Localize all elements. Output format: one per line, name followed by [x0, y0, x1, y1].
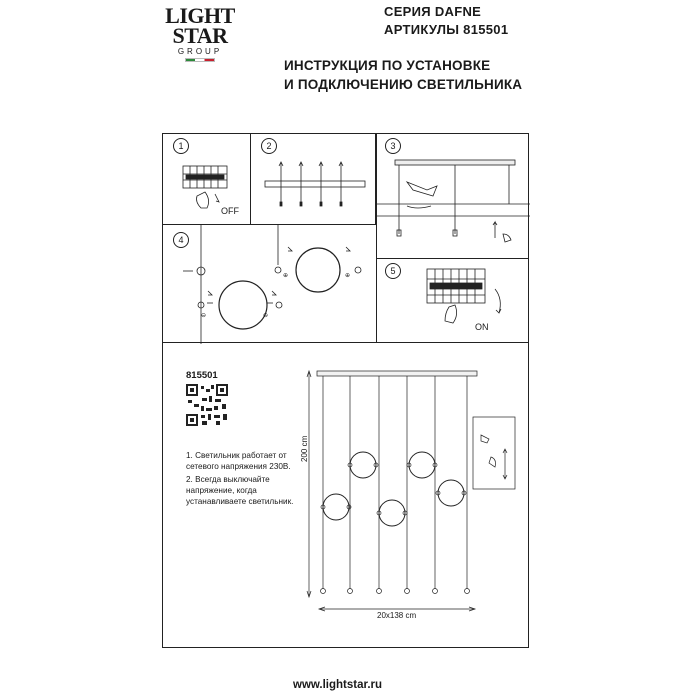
step-5-panel [376, 258, 529, 343]
series-name: СЕРИЯ DAFNE [384, 4, 482, 19]
height-dimension-label: 200 cm [300, 435, 309, 462]
breaker-on-icon [377, 259, 530, 344]
note-voltage: 1. Светильник работает от сетевого напряжения 230В. [186, 451, 291, 471]
wiring-drawing [377, 134, 530, 260]
step-2-number: 2 [261, 138, 277, 154]
step-3-number: 3 [385, 138, 401, 154]
instruction-title-line-2: И ПОДКЛЮЧЕНИЮ СВЕТИЛЬНИКА [284, 77, 523, 92]
on-label: ON [475, 322, 489, 332]
step-4-panel [162, 224, 377, 343]
step-4-number: 4 [173, 232, 189, 248]
step-1-number: 1 [173, 138, 189, 154]
svg-text:⊖: ⊖ [263, 313, 269, 319]
italian-flag-icon [185, 58, 215, 62]
svg-text:⊕: ⊕ [345, 273, 351, 279]
website-link[interactable]: www.lightstar.ru [293, 679, 383, 691]
chandelier-drawing [295, 365, 525, 620]
step-1-panel [162, 133, 251, 225]
qr-code-icon [186, 384, 228, 426]
product-article: 815501 [186, 370, 218, 381]
off-label: OFF [221, 206, 239, 216]
step-5-number: 5 [385, 263, 401, 279]
note-safety: 2. Всегда выключайте напряжение, когда устанавливаете светильник. [186, 475, 294, 506]
brand-logo [160, 3, 240, 62]
sphere-assembly-drawing [163, 225, 378, 344]
step-3-panel [376, 133, 529, 259]
logo-line-1: LIGHT [165, 3, 235, 28]
step-2-panel [250, 133, 376, 225]
logo-line-2: STAR [172, 23, 228, 48]
article-numbers: АРТИКУЛЫ 815501 [384, 22, 509, 37]
logo-line-3: GROUP [177, 47, 223, 56]
instruction-title-line-1: ИНСТРУКЦИЯ ПО УСТАНОВКЕ [284, 58, 491, 73]
mounting-plate-drawing [251, 134, 377, 226]
width-dimension-label: 20x138 cm [377, 611, 417, 620]
svg-text:⊕: ⊕ [283, 273, 289, 279]
svg-text:⊖: ⊖ [201, 313, 207, 319]
